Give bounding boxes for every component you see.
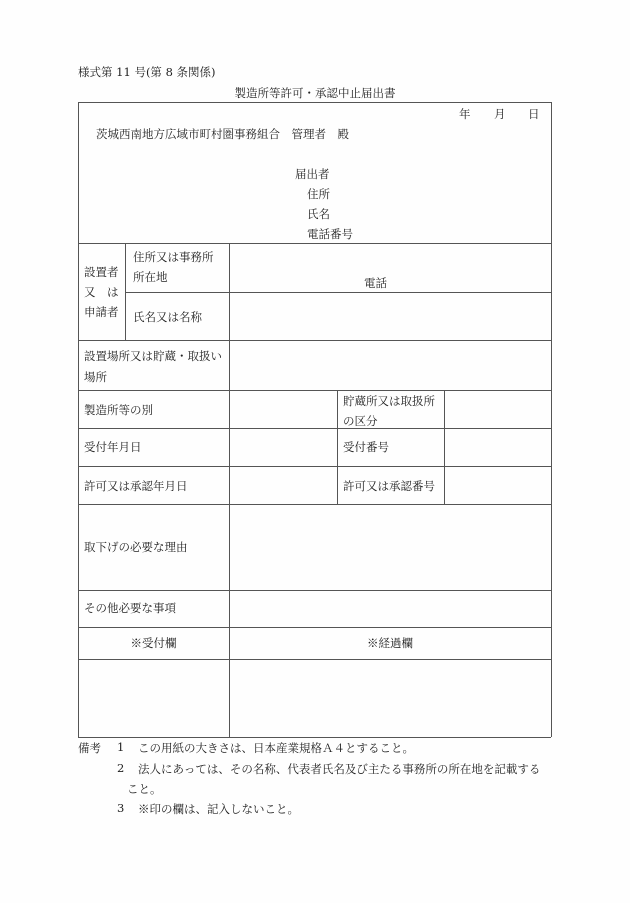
date-year-label: 年 [459, 107, 471, 121]
row-line [78, 659, 551, 660]
storage-class-label-2: の区分 [343, 414, 378, 428]
notifier-name-label: 氏名 [307, 207, 330, 221]
reception-column-label: ※受付欄 [130, 636, 177, 650]
applicant-address-label-1: 住所又は事務所 [133, 250, 214, 264]
date-day-label: 日 [528, 107, 540, 121]
col-line [337, 390, 338, 504]
facility-type-label: 製造所等の別 [84, 403, 153, 417]
row-line [78, 340, 551, 341]
table-border-bottom [78, 737, 551, 738]
reason-label: 取下げの必要な理由 [84, 540, 188, 554]
row-line [78, 504, 551, 505]
applicant-phone-label: 電話 [364, 276, 387, 290]
progress-column-label: ※経過欄 [367, 636, 413, 650]
row-line [125, 292, 551, 293]
note-2-text: 法人にあっては、その名称、代表者氏名及び主たる事務所の所在地を記載する [138, 762, 541, 776]
notifier-address-label: 住所 [307, 187, 330, 201]
permit-number-label: 許可又は承認番号 [343, 479, 435, 493]
row-line [78, 243, 551, 244]
note-1-num: 1 [117, 740, 125, 754]
location-label-1: 設置場所又は貯蔵・取扱い [84, 349, 222, 363]
notifier-phone-label: 電話番号 [307, 227, 353, 241]
notifier-label: 届出者 [295, 167, 330, 181]
col-line [125, 243, 126, 340]
form-number: 様式第 11 号(第 8 条関係) [78, 65, 216, 79]
note-3-text: ※印の欄は、記入しないこと。 [138, 802, 299, 816]
applicant-group-label-2: 又 は [84, 285, 119, 299]
storage-class-label-1: 貯蔵所又は取扱所 [343, 394, 435, 408]
permit-date-label: 許可又は承認年月日 [84, 479, 188, 493]
receipt-date-label: 受付年月日 [84, 440, 142, 454]
page-title: 製造所等許可・承認中止届出書 [234, 86, 396, 100]
note-3-num: 3 [117, 801, 125, 815]
row-line [78, 627, 551, 628]
date-month-label: 月 [494, 107, 506, 121]
applicant-name-label: 氏名又は名称 [133, 310, 202, 324]
applicant-address-label-2: 所在地 [133, 270, 168, 284]
note-2-num: 2 [117, 761, 125, 775]
other-matters-label: その他必要な事項 [84, 601, 176, 615]
row-line [78, 390, 551, 391]
note-1-text: この用紙の大きさは、日本産業規格Ａ４とすること。 [138, 741, 414, 755]
notes-label: 備考 [78, 741, 101, 755]
row-line [78, 428, 551, 429]
table-border-right [551, 102, 552, 737]
receipt-number-label: 受付番号 [343, 440, 389, 454]
location-label-2: 場所 [84, 370, 107, 384]
table-border-top [78, 102, 551, 103]
row-line [78, 590, 551, 591]
col-line [444, 390, 445, 504]
col-line [229, 243, 230, 737]
applicant-group-label-1: 設置者 [84, 265, 119, 279]
row-line [78, 466, 551, 467]
addressee: 茨城西南地方広域市町村圏事務組合 管理者 殿 [96, 127, 349, 141]
note-2-continuation: こと。 [127, 782, 162, 796]
applicant-group-label-3: 申請者 [84, 305, 119, 319]
